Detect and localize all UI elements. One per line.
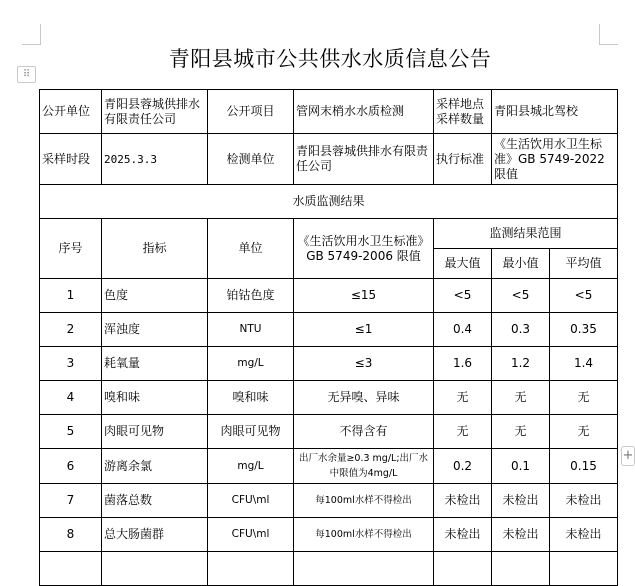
info-value: 2025.3.3 <box>102 134 208 185</box>
table-row <box>40 279 618 313</box>
row-min: 未检出 <box>492 484 550 518</box>
info-label: 公开单位 <box>40 90 102 134</box>
header-indicator: 指标 <box>102 219 208 279</box>
row-unit: 铂钴色度 <box>208 279 294 313</box>
empty-cell <box>294 552 434 586</box>
row-max: 1.6 <box>434 347 492 381</box>
header-max: 最大值 <box>434 249 492 279</box>
row-no: 5 <box>40 415 102 449</box>
row-avg: 无 <box>550 415 618 449</box>
table-row <box>40 449 618 484</box>
row-limit: ≤1 <box>294 313 434 347</box>
info-value: 《生活饮用水卫生标准》GB 5749-2022 限值 <box>492 134 618 185</box>
row-limit: ≤3 <box>294 347 434 381</box>
header-avg: 平均值 <box>550 249 618 279</box>
empty-cell <box>40 552 102 586</box>
table-row <box>40 347 618 381</box>
row-no: 3 <box>40 347 102 381</box>
row-indicator: 总大肠菌群 <box>102 518 208 552</box>
header-range: 监测结果范围 <box>434 219 618 249</box>
info-label: 采样时段 <box>40 134 102 185</box>
row-unit: 嗅和味 <box>208 381 294 415</box>
row-max: <5 <box>434 279 492 313</box>
row-min: 未检出 <box>492 518 550 552</box>
row-indicator: 菌落总数 <box>102 484 208 518</box>
row-max: 0.2 <box>434 449 492 484</box>
row-indicator: 肉眼可见物 <box>102 415 208 449</box>
row-avg: 1.4 <box>550 347 618 381</box>
row-unit: CFU\ml <box>208 518 294 552</box>
row-unit: mg/L <box>208 347 294 381</box>
info-label: 公开项目 <box>208 90 294 134</box>
info-value: 青阳县城北驾校 <box>492 90 618 134</box>
table-row <box>40 415 618 449</box>
row-limit: 每100ml水样不得检出 <box>294 484 434 518</box>
row-limit: 无异嗅、异味 <box>294 381 434 415</box>
empty-cell <box>550 552 618 586</box>
row-avg: 0.35 <box>550 313 618 347</box>
row-no: 6 <box>40 449 102 484</box>
row-min: <5 <box>492 279 550 313</box>
header-standard: 《生活饮用水卫生标准》GB 5749-2006 限值 <box>294 219 434 279</box>
row-avg: 无 <box>550 381 618 415</box>
info-label: 采样地点采样数量 <box>434 90 492 134</box>
page-corner-top-right <box>599 24 618 45</box>
row-indicator: 游离余氯 <box>102 449 208 484</box>
page-corner-top-left <box>22 24 41 45</box>
info-value: 青阳县蓉城供排水有限责任公司 <box>294 134 434 185</box>
row-max: 0.4 <box>434 313 492 347</box>
row-limit: 每100ml水样不得检出 <box>294 518 434 552</box>
row-max: 无 <box>434 415 492 449</box>
row-min: 0.3 <box>492 313 550 347</box>
table-row <box>40 484 618 518</box>
row-min: 1.2 <box>492 347 550 381</box>
info-label: 检测单位 <box>208 134 294 185</box>
row-max: 未检出 <box>434 518 492 552</box>
header-unit: 单位 <box>208 219 294 279</box>
row-indicator: 浑浊度 <box>102 313 208 347</box>
header-min: 最小值 <box>492 249 550 279</box>
row-unit: CFU\ml <box>208 484 294 518</box>
row-avg: <5 <box>550 279 618 313</box>
section-title: 水质监测结果 <box>40 185 618 219</box>
row-avg: 未检出 <box>550 518 618 552</box>
row-unit: 肉眼可见物 <box>208 415 294 449</box>
table-row <box>40 518 618 552</box>
empty-cell <box>102 552 208 586</box>
row-no: 7 <box>40 484 102 518</box>
table-row <box>40 381 618 415</box>
row-no: 2 <box>40 313 102 347</box>
header-row <box>40 219 618 249</box>
info-label: 执行标准 <box>434 134 492 185</box>
row-max: 无 <box>434 381 492 415</box>
row-max: 未检出 <box>434 484 492 518</box>
water-quality-table <box>39 89 618 586</box>
row-min: 无 <box>492 381 550 415</box>
header-no: 序号 <box>40 219 102 279</box>
row-avg: 0.15 <box>550 449 618 484</box>
row-limit: ≤15 <box>294 279 434 313</box>
info-row <box>40 90 618 134</box>
document-title: 青阳县城市公共供水水质信息公告 <box>168 47 492 71</box>
row-no: 4 <box>40 381 102 415</box>
row-indicator: 色度 <box>102 279 208 313</box>
row-unit: mg/L <box>208 449 294 484</box>
row-avg: 未检出 <box>550 484 618 518</box>
section-row <box>40 185 618 219</box>
row-limit: 出厂水余量≥0.3 mg/L;出厂水中限值为4mg/L <box>294 449 434 484</box>
add-icon[interactable]: + <box>621 446 635 466</box>
row-limit: 不得含有 <box>294 415 434 449</box>
table-row <box>40 552 618 586</box>
row-min: 无 <box>492 415 550 449</box>
row-indicator: 耗氧量 <box>102 347 208 381</box>
info-value: 青阳县蓉城供排水有限责任公司 <box>102 90 208 134</box>
table-move-handle-icon[interactable]: ⠿ <box>17 66 36 83</box>
empty-cell <box>434 552 492 586</box>
row-unit: NTU <box>208 313 294 347</box>
row-indicator: 嗅和味 <box>102 381 208 415</box>
row-no: 8 <box>40 518 102 552</box>
row-min: 0.1 <box>492 449 550 484</box>
empty-cell <box>208 552 294 586</box>
info-row <box>40 134 618 185</box>
empty-cell <box>492 552 550 586</box>
row-no: 1 <box>40 279 102 313</box>
info-value: 管网末梢水水质检测 <box>294 90 434 134</box>
table-row <box>40 313 618 347</box>
